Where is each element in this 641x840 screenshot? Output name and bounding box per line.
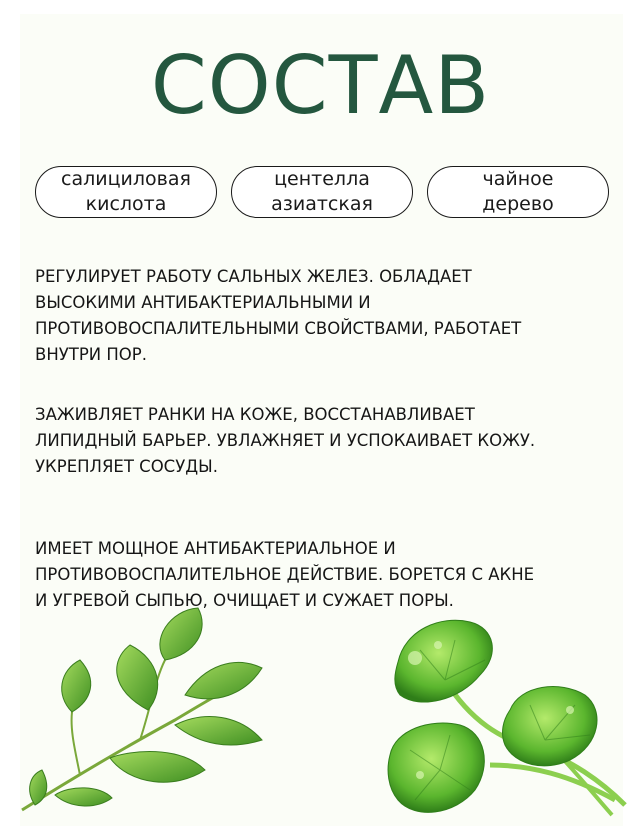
ingredient-pill-tea-tree: чайное дерево — [427, 166, 609, 218]
leaves-illustration — [0, 600, 641, 840]
description-salicylic: РЕГУЛИРУЕТ РАБОТУ САЛЬНЫХ ЖЕЛЕЗ. ОБЛАДАЕТ ВЫСОКИМИ АНТИБАКТЕРИАЛЬНЫМИ И ПРОТИВОВОСПАЛИТЕЛЬНЫМИ СВОЙСТВАМИ, РАБОТАЕТ ВНУТРИ ПОР. — [35, 267, 522, 364]
description-centella: ЗАЖИВЛЯЕТ РАНКИ НА КОЖЕ, ВОССТАНАВЛИВАЕТ ЛИПИДНЫЙ БАРЬЕР. УВЛАЖНЯЕТ И УСПОКАИВАЕТ КОЖУ. УКРЕПЛЯЕТ СОСУДЫ. — [35, 405, 536, 476]
tea-tree-branch-icon — [22, 608, 262, 810]
description-tea-tree: ИМЕЕТ МОЩНОЕ АНТИБАКТЕРИАЛЬНОЕ И ПРОТИВОВОСПАЛИТЕЛЬНОЕ ДЕЙСТВИЕ. БОРЕТСЯ С АКНЕ И УГРЕВОЙ СЫПЬЮ, ОЧИЩАЕТ И СУЖАЕТ ПОРЫ. — [35, 539, 535, 610]
page-title: СОСТАВ — [150, 39, 491, 132]
centella-leaves-icon — [388, 620, 625, 815]
ingredient-pill-salicylic: салициловая кислота — [35, 166, 217, 218]
ingredient-pill-centella: центелла азиатская — [231, 166, 413, 218]
